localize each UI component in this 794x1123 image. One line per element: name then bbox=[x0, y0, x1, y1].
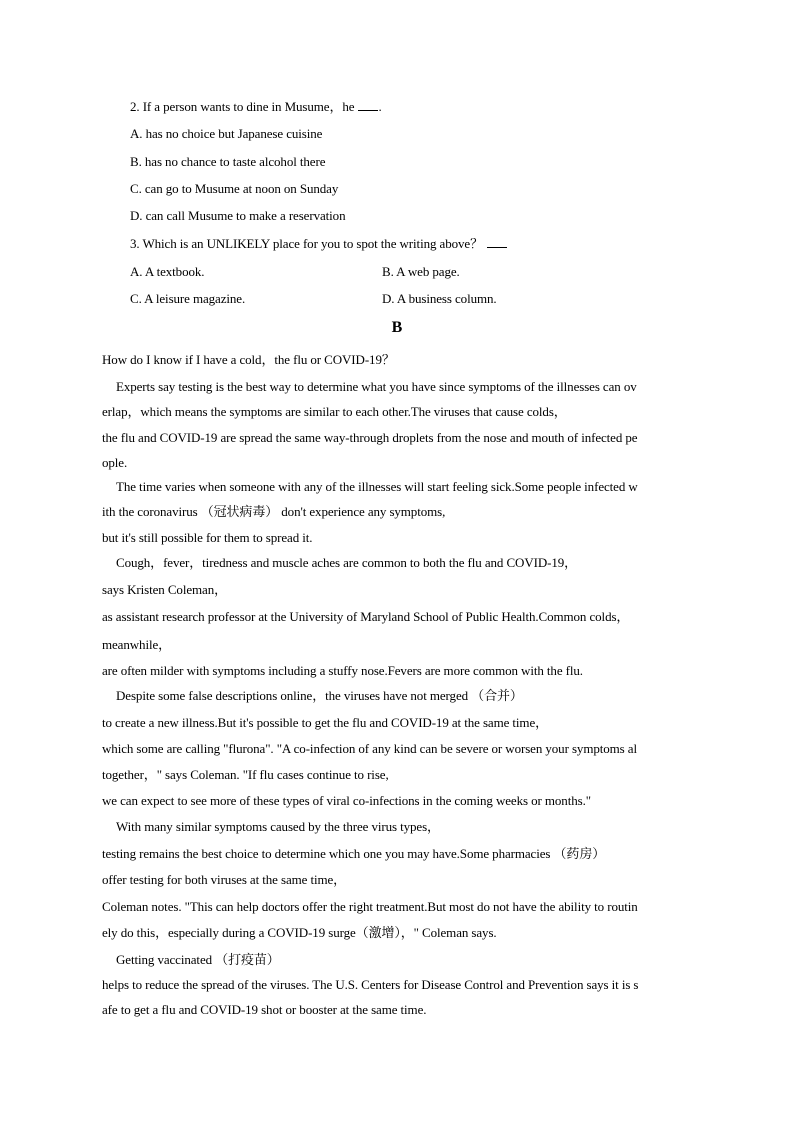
article-title: How do I know if I have a cold，the flu or COVID-19？ bbox=[102, 352, 395, 367]
article-line: are often milder with symptoms including a stuffy nose.Fevers are more common with the flu. bbox=[102, 663, 583, 678]
article-line: Cough，fever，tiredness and muscle aches are common to both the flu and COVID-19， bbox=[116, 555, 578, 570]
article-line: together，" says Coleman. "If flu cases continue to rise, bbox=[102, 767, 389, 782]
article-line: meanwhile， bbox=[102, 637, 172, 652]
article-line: we can expect to see more of these types of viral co-infections in the coming weeks or months." bbox=[102, 793, 591, 808]
article-line: With many similar symptoms caused by the three virus types， bbox=[116, 819, 440, 834]
article-line: Despite some false descriptions online，the viruses have not merged （合并） bbox=[116, 688, 523, 703]
article-line: the flu and COVID-19 are spread the same way-through droplets from the nose and mouth of infected pe bbox=[102, 430, 638, 445]
article-line: afe to get a flu and COVID-19 shot or booster at the same time. bbox=[102, 1002, 427, 1017]
article-line: which some are calling "flurona". "A co-infection of any kind can be severe or worsen your symptoms al bbox=[102, 741, 637, 756]
answer-blank bbox=[487, 237, 507, 248]
article-line: ely do this，especially during a COVID-19 surge（激增），" Coleman says. bbox=[102, 925, 497, 940]
question-2-stem: 2. If a person wants to dine in Musume，he bbox=[130, 99, 355, 114]
question-3 bbox=[130, 236, 507, 252]
option-2d: D. can call Musume to make a reservation bbox=[130, 208, 346, 223]
article-line: erlap，which means the symptoms are similar to each other.The viruses that cause colds， bbox=[102, 404, 567, 419]
article-line: offer testing for both viruses at the same time， bbox=[102, 872, 347, 887]
article-line: Getting vaccinated （打疫苗） bbox=[116, 952, 280, 967]
question-2 bbox=[130, 99, 382, 115]
option-2c: C. can go to Musume at noon on Sunday bbox=[130, 181, 339, 196]
section-heading: B bbox=[391, 319, 403, 336]
article-line: testing remains the best choice to determine which one you may have.Some pharmacies （药房） bbox=[102, 846, 606, 861]
option-2a: A. has no choice but Japanese cuisine bbox=[130, 126, 323, 141]
question-2-tail: . bbox=[378, 99, 382, 114]
option-3b: B. A web page. bbox=[382, 264, 460, 279]
article-line: helps to reduce the spread of the viruses. The U.S. Centers for Disease Control and Prevention says it is s bbox=[102, 977, 639, 992]
article-line: ith the coronavirus （冠状病毒） don't experience any symptoms, bbox=[102, 504, 446, 519]
answer-blank bbox=[358, 100, 378, 111]
option-3a: A. A textbook. bbox=[130, 264, 205, 279]
article-line: ople. bbox=[102, 455, 128, 470]
option-3c: C. A leisure magazine. bbox=[130, 291, 246, 306]
option-2b: B. has no chance to taste alcohol there bbox=[130, 154, 326, 169]
article-line: says Kristen Coleman， bbox=[102, 582, 227, 597]
article-line: Experts say testing is the best way to determine what you have since symptoms of the illnesses can ov bbox=[116, 379, 637, 394]
article-line: to create a new illness.But it's possible to get the flu and COVID-19 at the same time， bbox=[102, 715, 549, 730]
article-line: as assistant research professor at the University of Maryland School of Public Health.Common colds， bbox=[102, 609, 630, 624]
option-3d: D. A business column. bbox=[382, 291, 497, 306]
article-line: Coleman notes. "This can help doctors offer the right treatment.But most do not have the ability to routin bbox=[102, 899, 638, 914]
question-3-stem: 3. Which is an UNLIKELY place for you to spot the writing above？ bbox=[130, 236, 483, 251]
article-line: The time varies when someone with any of the illnesses will start feeling sick.Some people infected w bbox=[116, 479, 638, 494]
article-line: but it's still possible for them to spread it. bbox=[102, 530, 313, 545]
